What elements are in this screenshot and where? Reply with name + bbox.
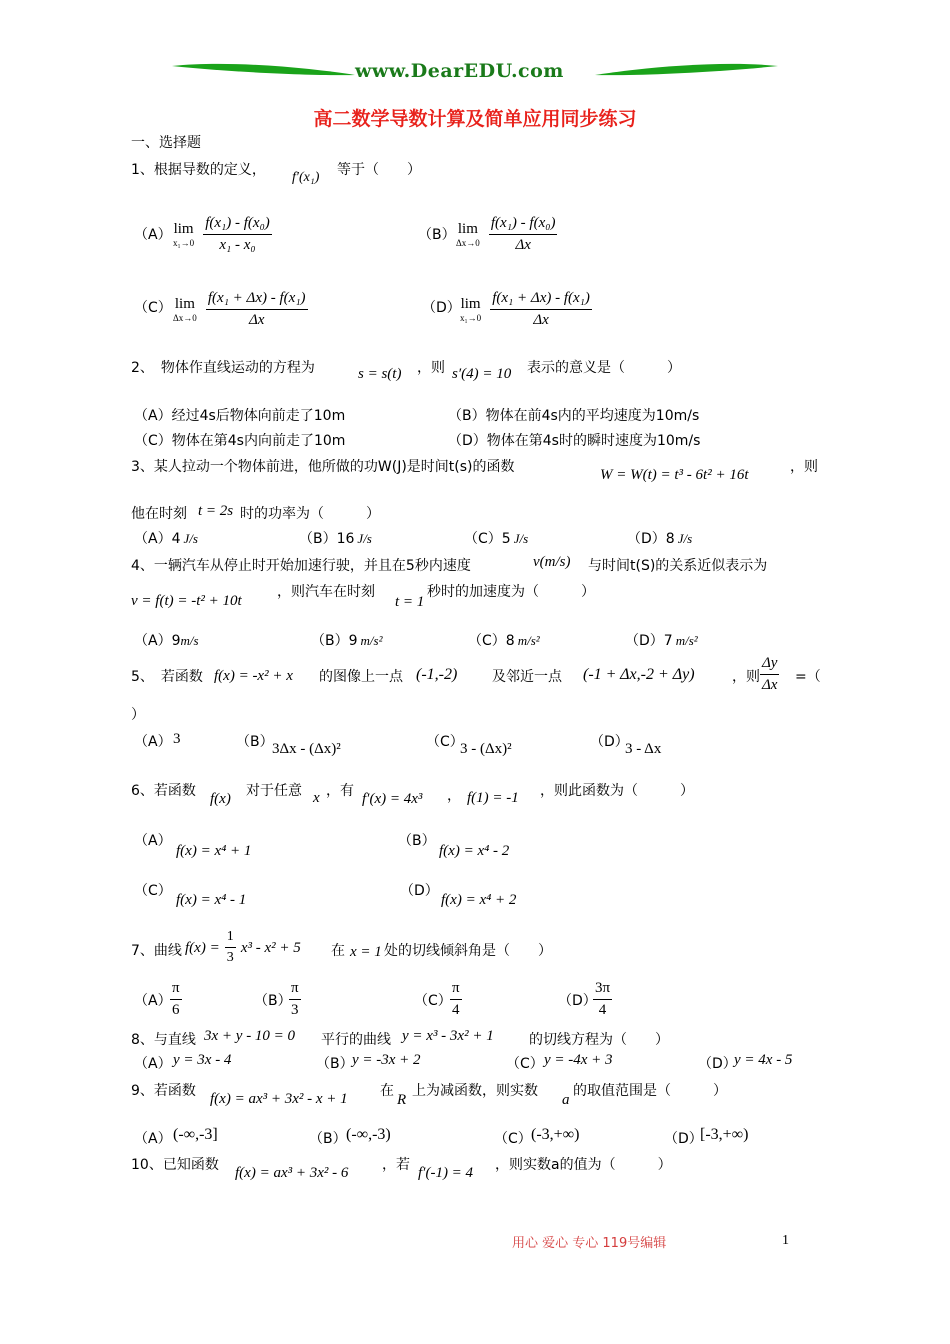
q1-option-b-label[interactable]: （B）: [418, 227, 456, 243]
q9-expr1: f(x) = ax³ + 3x² - x + 1: [210, 1091, 348, 1107]
fraction-numerator: Δy: [760, 655, 779, 675]
q2-option-b[interactable]: （B）物体在前4s内的平均速度为10m/s: [448, 408, 700, 424]
q5-mid3: ，则: [732, 669, 760, 685]
q6-option-b-expr: f(x) = x⁴ - 2: [439, 843, 510, 859]
q5-expr3: (-1 + Δx,-2 + Δy): [583, 666, 695, 683]
q6-expr1: f(x): [210, 791, 231, 807]
lim-symbol: lim: [174, 296, 195, 312]
q5-mid2: 及邻近一点: [492, 669, 562, 685]
q7-option-c-label[interactable]: （C）: [414, 993, 452, 1009]
q4-stem: 4、一辆汽车从停止时开始加速行驶，并且在5秒内速度: [131, 558, 471, 574]
q9-option-d-expr: [-3,+∞): [700, 1126, 749, 1143]
q1-option-a-formula: [173, 215, 272, 254]
q4-expr3: t = 1: [395, 594, 425, 610]
q3-line2b: 时的功率为（ ）: [240, 506, 380, 522]
q8-option-a-expr: y = 3x - 4: [173, 1052, 232, 1068]
q6-option-c-label[interactable]: （C）: [134, 883, 172, 899]
unit-label: J/s: [183, 531, 198, 546]
q3-option-d[interactable]: （D）8 J/s: [627, 531, 693, 547]
q7-option-d-label[interactable]: （D）: [558, 993, 597, 1009]
q2-tail: 表示的意义是（ ）: [527, 360, 681, 376]
q5-mid: 的图像上一点: [319, 669, 403, 685]
unit-label: m/s²: [517, 633, 540, 648]
q7-option-b-label[interactable]: （B）: [254, 993, 292, 1009]
q2-option-a[interactable]: （A）经过4s后物体向前走了10m: [134, 408, 346, 424]
q10-stem: 10、已知函数: [131, 1157, 219, 1173]
q6-expr2: x: [313, 790, 320, 806]
q6-mid3: ，: [447, 788, 461, 804]
q3-line2a: 他在时刻: [131, 506, 187, 522]
q5-option-d-label[interactable]: （D）: [590, 734, 629, 750]
q1-stem: 1、根据导数的定义，: [131, 162, 266, 178]
q9-expr3: a: [562, 1092, 570, 1108]
q7-expr2: x = 1: [350, 944, 382, 960]
q2-expr2: s′(4) = 10: [452, 366, 512, 382]
unit-label: J/s: [677, 531, 693, 546]
q3-stem: 3、某人拉动一个物体前进，他所做的功W(J)是时间t(s)的函数: [131, 459, 515, 475]
q5-fraction: [760, 655, 779, 694]
q6-expr4: f(1) = -1: [467, 790, 519, 806]
q6-expr3: f′(x) = 4x³: [362, 791, 423, 807]
lim-symbol: lim: [173, 221, 194, 237]
q9-tail: 的取值范围是（ ）: [573, 1083, 727, 1099]
q2-stem: 2、 物体作直线运动的方程为: [131, 360, 315, 376]
q7-option-b-frac: $\frac{\pi}{3}$: [291, 980, 299, 1018]
fraction-numerator: f(x₁) - f(x₀): [203, 215, 272, 235]
lim-subscript: Δx→0: [173, 313, 197, 323]
q6-option-d-expr: f(x) = x⁴ + 2: [441, 892, 517, 908]
q5-expr2: (-1,-2): [416, 666, 458, 683]
q5-option-a-expr: 3: [173, 731, 181, 747]
q1-option-d-formula: [460, 290, 592, 329]
page-number: 1: [782, 1233, 789, 1248]
q1-option-d-label[interactable]: （D）: [422, 300, 461, 316]
q4-expr2: v = f(t) = -t² + 10t: [131, 593, 242, 609]
footer-text: 用心 爱心 专心 119号编辑: [512, 1236, 667, 1251]
q5-option-c-expr: 3 - (Δx)²: [460, 741, 512, 757]
q3-option-a[interactable]: （A）4 J/s: [134, 531, 198, 547]
q5-option-b-expr: 3Δx - (Δx)²: [272, 741, 341, 757]
q4-line2b: ，则汽车在时刻: [277, 584, 375, 600]
q1-option-c-label[interactable]: （C）: [134, 300, 172, 316]
q7-expr: f(x) = $\frac{1}{3}$ x³ - x² + 5: [185, 929, 301, 965]
q8-expr1: 3x + y - 10 = 0: [204, 1028, 296, 1044]
q6-option-a-expr: f(x) = x⁴ + 1: [176, 843, 252, 859]
q8-expr2: y = x³ - 3x² + 1: [402, 1028, 494, 1044]
q7-mid: 在: [331, 943, 345, 959]
q4-option-b[interactable]: （B）9 m/s²: [311, 633, 383, 649]
q9-option-c-label[interactable]: （C）: [494, 1131, 532, 1147]
q1-expr: f′(x₁): [292, 170, 320, 185]
q6-mid2: ，有: [326, 783, 354, 799]
q7-option-a-label[interactable]: （A）: [134, 993, 172, 1009]
q7-option-d-frac: $\frac{3\pi}{4}$: [595, 980, 611, 1018]
lim-subscript: x₁→0: [173, 238, 195, 248]
q5-stem: 5、 若函数: [131, 669, 203, 685]
q8-mid: 平行的曲线: [321, 1032, 391, 1048]
fraction-denominator: 3: [226, 950, 234, 965]
q3-expr2: t = 2s: [198, 503, 234, 519]
fraction-numerator: f(x₁ + Δx) - f(x₁): [490, 290, 592, 310]
q1-option-c-formula: [173, 290, 308, 329]
q8-tail: 的切线方程为（ ）: [529, 1032, 669, 1048]
q8-option-b-expr: y = -3x + 2: [352, 1052, 421, 1068]
q8-option-a-label[interactable]: （A）: [134, 1056, 172, 1072]
q7-option-a-frac: $\frac{\pi}{6}$: [172, 980, 180, 1018]
fraction-numerator: f(x₁) - f(x₀): [489, 215, 558, 235]
q4-option-d[interactable]: （D）7 m/s²: [625, 633, 698, 649]
unit-label: m/s²: [675, 633, 698, 648]
section-heading: 一、选择题: [131, 135, 201, 151]
q8-option-c-expr: y = -4x + 3: [544, 1052, 613, 1068]
q1-option-b-formula: [456, 215, 557, 254]
q10-expr1: f(x) = ax³ + 3x² - 6: [235, 1165, 349, 1181]
q8-stem: 8、与直线: [131, 1032, 196, 1048]
q5-option-b-label[interactable]: （B）: [236, 734, 274, 750]
q4-expr1: v(m/s): [533, 554, 571, 570]
q1-option-a-label[interactable]: （A）: [134, 227, 172, 243]
q7-stem: 7、曲线: [131, 943, 182, 959]
q7-tail: 处的切线倾斜角是（ ）: [384, 943, 552, 959]
q6-tail: ，则此函数为（ ）: [540, 783, 694, 799]
q6-stem: 6、若函数: [131, 783, 196, 799]
q2-option-c[interactable]: （C）物体在第4s内向前走了10m: [134, 433, 346, 449]
fraction-denominator: Δx: [533, 312, 549, 328]
unit-label: J/s: [357, 531, 372, 546]
q4-mid: 与时间t(S)的关系近似表示为: [588, 558, 768, 574]
lim-symbol: lim: [457, 221, 478, 237]
q1-tail: 等于（ ）: [337, 162, 421, 178]
q5-expr1: f(x) = -x² + x: [214, 668, 293, 684]
q9-option-c-expr: (-3,+∞): [531, 1126, 580, 1143]
fraction-denominator: x₁ - x₀: [219, 237, 256, 253]
q10-tail: ，则实数a的值为（ ）: [495, 1157, 672, 1173]
lim-subscript: Δx→0: [456, 238, 480, 248]
fraction-denominator: Δx: [515, 237, 531, 253]
q8-option-c-label[interactable]: （C）: [506, 1056, 544, 1072]
q3-tail: ，则: [790, 459, 818, 475]
fraction-numerator: f(x₁ + Δx) - f(x₁): [206, 290, 308, 310]
q9-mid: 在: [380, 1083, 394, 1099]
unit-label: J/s: [513, 531, 529, 546]
q2-mid: ，则: [417, 360, 445, 376]
q6-option-b-label[interactable]: （B）: [398, 833, 436, 849]
unit-label: m/s: [180, 633, 199, 648]
q7-option-c-frac: $\frac{\pi}{4}$: [452, 980, 460, 1018]
q10-expr2: f′(-1) = 4: [418, 1165, 474, 1181]
q3-expr: W = W(t) = t³ - 6t² + 16t: [600, 467, 749, 483]
q5-tail2: ）: [131, 707, 145, 723]
q9-expr2: R: [397, 1092, 407, 1108]
q4-line2c: 秒时的加速度为（ ）: [427, 584, 595, 600]
q3-option-b[interactable]: （B）16 J/s: [299, 531, 372, 547]
q5-option-a-label[interactable]: （A）: [134, 734, 172, 750]
lim-symbol: lim: [460, 296, 481, 312]
q8-option-d-label[interactable]: （D）: [698, 1056, 737, 1072]
q5-option-d-expr: 3 - Δx: [625, 741, 662, 757]
q9-option-b-expr: (-∞,-3): [346, 1126, 391, 1143]
fraction-numerator: 1: [225, 929, 236, 948]
brand-logo[interactable]: www.DearEDU.com: [355, 60, 564, 82]
q8-option-d-expr: y = 4x - 5: [734, 1052, 793, 1068]
q9-option-d-label[interactable]: （D）: [664, 1131, 703, 1147]
q3-option-c[interactable]: （C）5 J/s: [464, 531, 529, 547]
q6-option-a-label[interactable]: （A）: [134, 833, 172, 849]
q2-expr1: s = s(t): [358, 366, 402, 382]
q2-option-d[interactable]: （D）物体在第4s时的瞬时速度为10m/s: [448, 433, 701, 449]
q9-option-a-label[interactable]: （A）: [134, 1131, 172, 1147]
q6-option-d-label[interactable]: （D）: [400, 883, 439, 899]
fraction-denominator: Δx: [248, 312, 265, 328]
q6-option-c-expr: f(x) = x⁴ - 1: [176, 892, 247, 908]
q5-option-c-label[interactable]: （C）: [426, 734, 464, 750]
q9-mid2: 上为减函数，则实数: [412, 1083, 538, 1099]
q6-mid: 对于任意: [246, 783, 302, 799]
q10-mid: ，若: [382, 1157, 410, 1173]
document-title: 高二数学导数计算及简单应用同步练习: [313, 108, 637, 130]
unit-label: m/s²: [360, 633, 383, 648]
q8-option-b-label[interactable]: （B）: [316, 1056, 354, 1072]
q5-tail: =（: [795, 669, 821, 685]
lim-subscript: x₁→0: [460, 313, 482, 323]
q4-option-c[interactable]: （C）8 m/s²: [468, 633, 540, 649]
q4-option-a[interactable]: （A）9m/s: [134, 633, 199, 649]
fraction-denominator: Δx: [762, 677, 778, 693]
q9-option-b-label[interactable]: （B）: [309, 1131, 347, 1147]
q9-option-a-expr: (-∞,-3]: [173, 1126, 218, 1143]
q9-stem: 9、若函数: [131, 1083, 196, 1099]
